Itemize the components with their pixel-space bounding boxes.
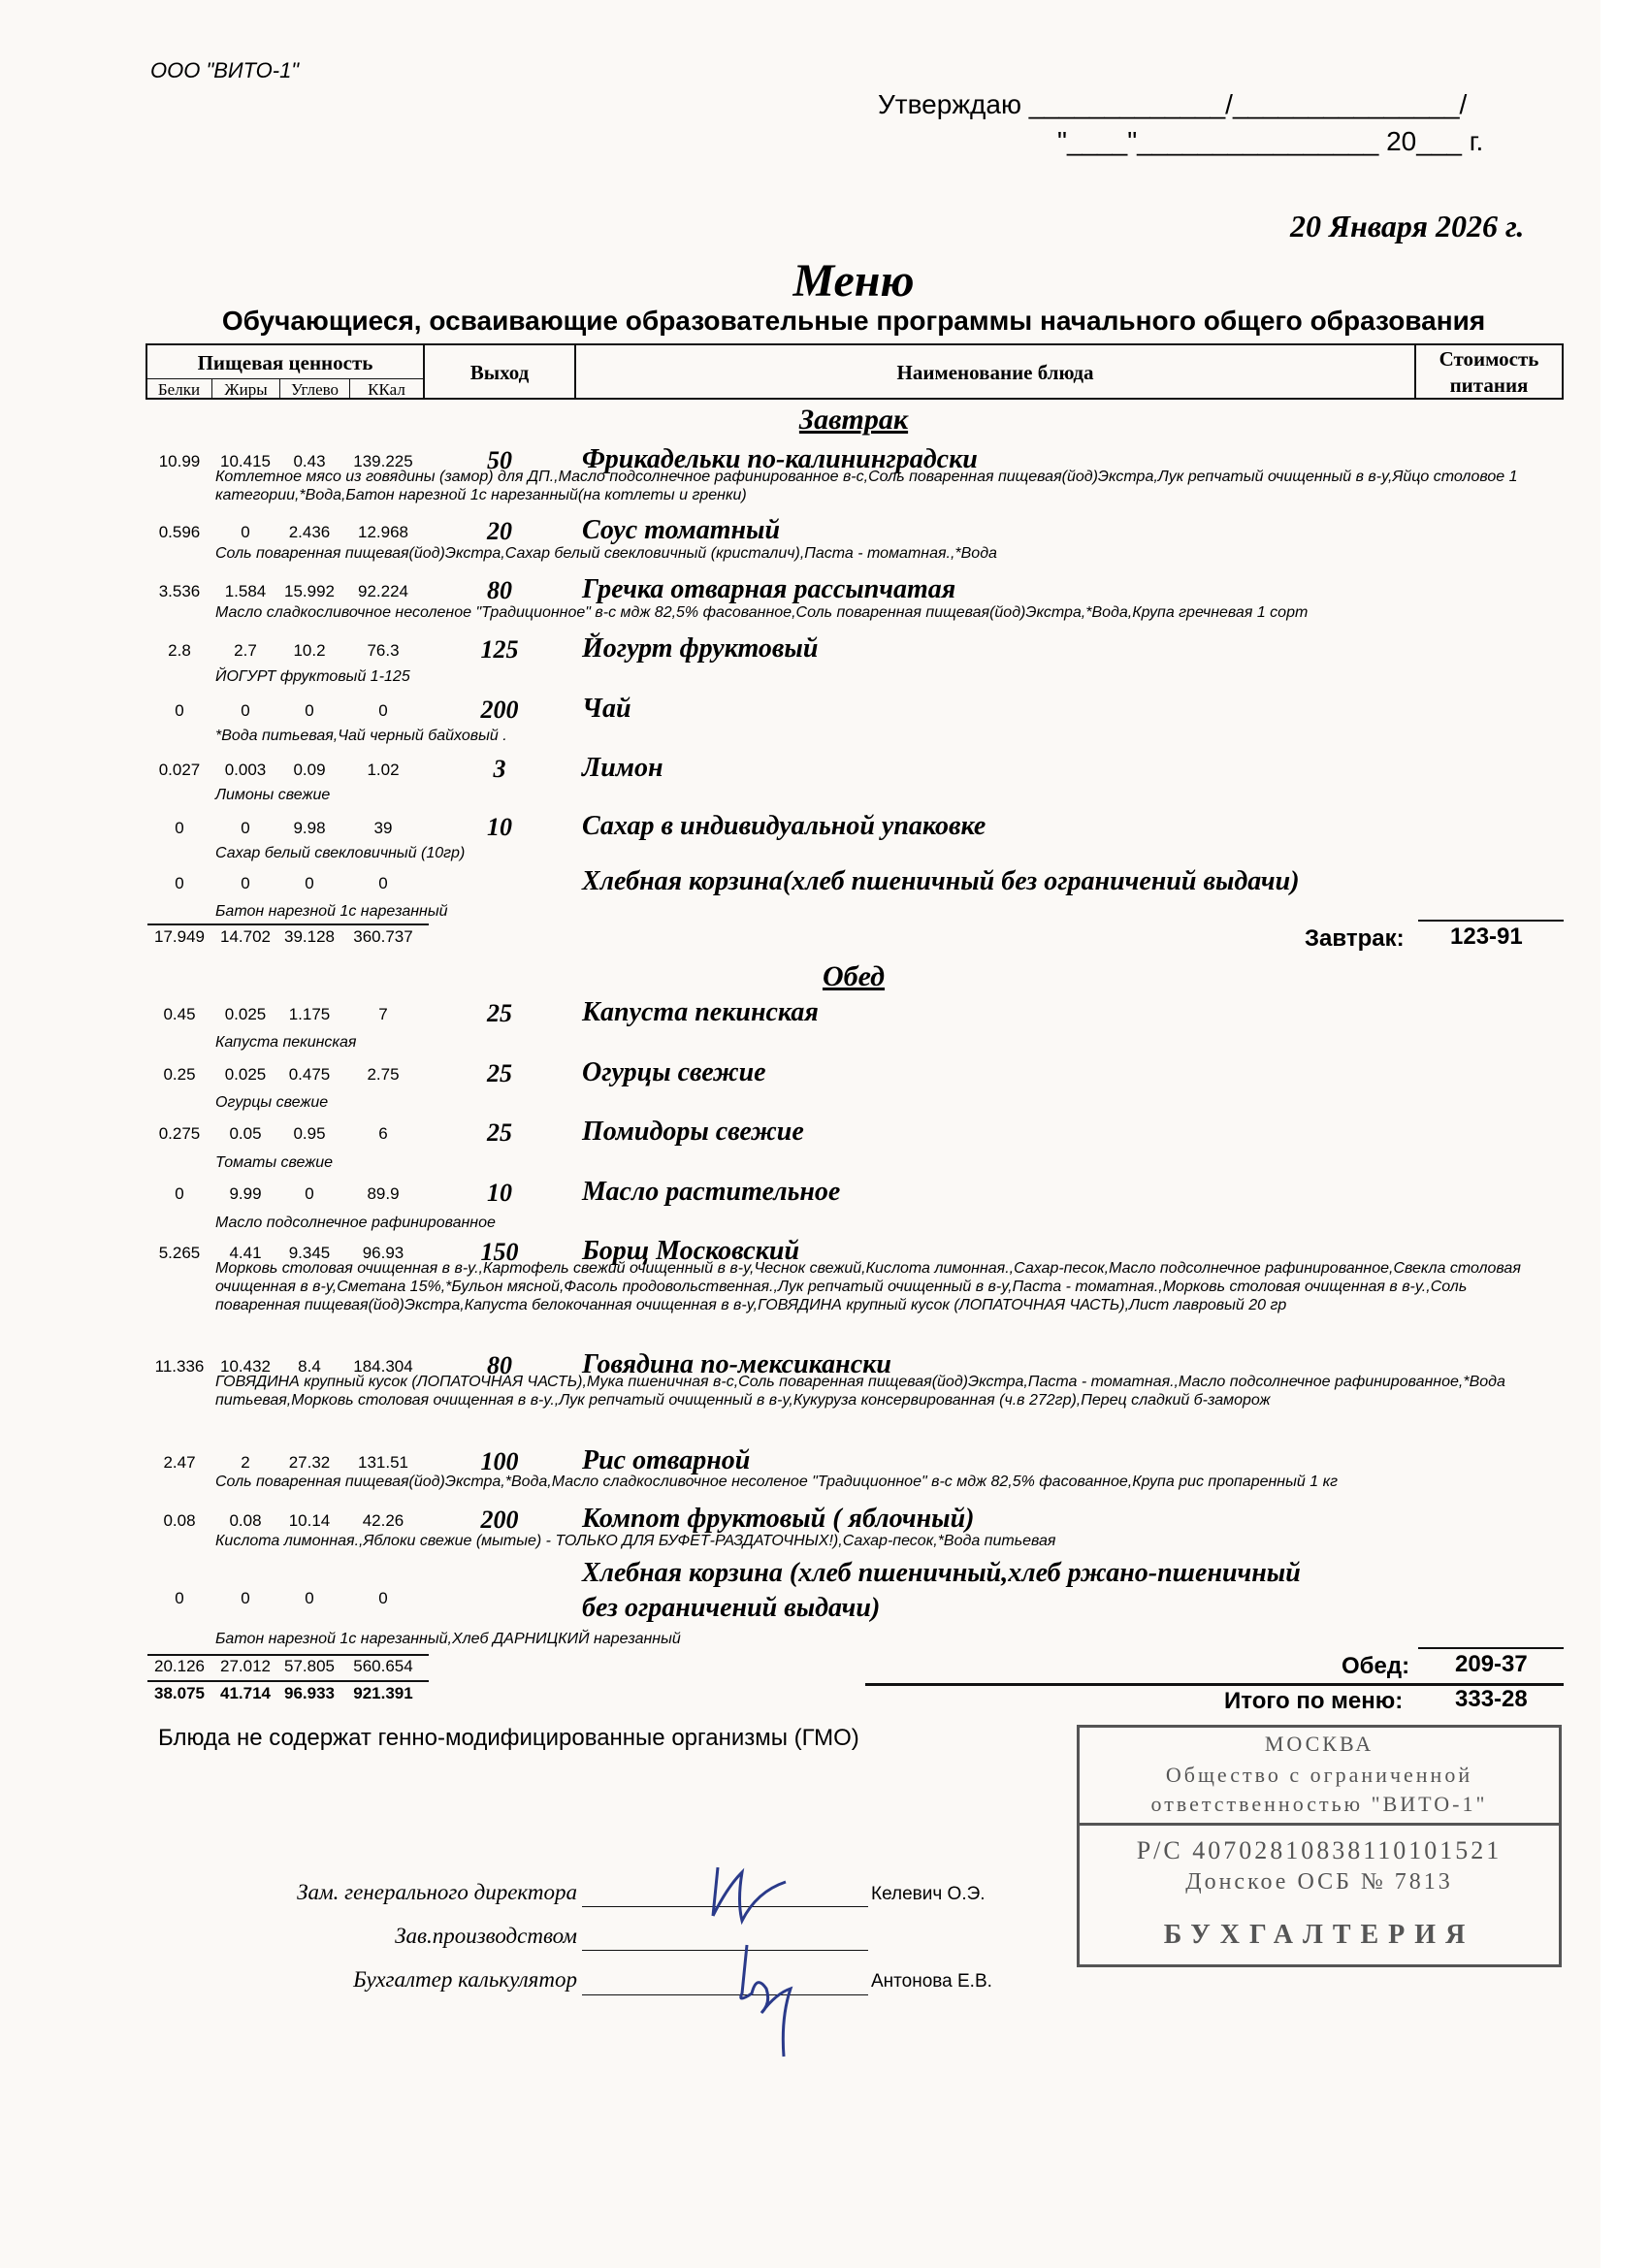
item-fat: 0 bbox=[241, 701, 250, 720]
item-ingredients: Морковь столовая очищенная в в-у.,Картофель свежий очищенный в в-у,Чеснок свежий,Кислота лимонная.,Сахар-песок,Масло подсолнечное рафинированное,Свекла столовая очищенная в в-у,Сметана 15%,*Бульон мясной,Фасоль продовольственная.,Лук репчатый очищенный в в-у,Паста - томатная.,Морковь столовая очищенная в в-у.,Соль поваренная пищевая(йод)Экстра,Капуста белокочанная очищенная в в-у,ГОВЯДИНА крупный кусок (ЛОПАТОЧНАЯ ЧАСТЬ),Лист лавровый 20 гр bbox=[215, 1260, 1521, 1313]
item-carbs: 0 bbox=[305, 874, 314, 892]
stamp-line2: ответственностью "ВИТО-1" bbox=[1150, 1792, 1488, 1816]
item-fat: 0 bbox=[241, 874, 250, 892]
item-yield: 80 bbox=[487, 1351, 512, 1379]
item-yield: 50 bbox=[487, 446, 512, 474]
signature-name-deputy: Келевич О.Э. bbox=[871, 1884, 986, 1904]
item-dish-name: Лимон bbox=[582, 753, 663, 783]
stamp-dept: БУХГАЛТЕРИЯ bbox=[1163, 1920, 1475, 1950]
item-kcal: 89.9 bbox=[367, 1184, 400, 1203]
breakfast-total-fat: 14.702 bbox=[220, 927, 271, 946]
item-kcal: 1.02 bbox=[367, 761, 400, 779]
header-dish-label: Наименование блюда bbox=[896, 361, 1094, 384]
lunch-totals-rule bbox=[147, 1654, 429, 1656]
item-kcal: 2.75 bbox=[367, 1065, 400, 1084]
item-ingredients: Огурцы свежие bbox=[215, 1094, 329, 1111]
item-kcal: 39 bbox=[373, 819, 393, 837]
item-carbs: 27.32 bbox=[288, 1453, 331, 1472]
item-ingredients: ГОВЯДИНА крупный кусок (ЛОПАТОЧНАЯ ЧАСТЬ),Мука пшеничная в-с,Соль поваренная пищевая(йод)Экстра,Паста - томатная.,Масло подсолнечное рафинированное,*Вода питьевая,Морковь столовая очищенная в в-у.,Лук репчатый очищенный в в-у,Кукуруза консервированная (ч.в 272гр),Перец сладкий б-заморож bbox=[215, 1374, 1505, 1409]
gmo-note: Блюда не содержат генно-модифицированные организмы (ГМО) bbox=[158, 1725, 859, 1751]
item-carbs: 0 bbox=[305, 701, 314, 720]
item-fat: 9.99 bbox=[229, 1184, 262, 1203]
item-fat: 1.584 bbox=[224, 582, 267, 600]
handwritten-signatures bbox=[698, 1848, 815, 2071]
breakfast-total-carbs: 39.128 bbox=[284, 927, 335, 946]
item-yield: 200 bbox=[480, 1506, 519, 1534]
item-yield: 80 bbox=[487, 576, 512, 604]
lunch-cost: 209-37 bbox=[1455, 1651, 1528, 1677]
item-protein: 11.336 bbox=[154, 1357, 205, 1376]
stamp-account: Р/С 40702810838110101521 bbox=[1136, 1836, 1503, 1864]
item-carbs: 8.4 bbox=[298, 1357, 321, 1376]
menu-date: 20 Января 2026 г. bbox=[1290, 209, 1525, 243]
item-dish-name: Чай bbox=[582, 694, 631, 724]
grand-cost-label: Итого по меню: bbox=[1224, 1688, 1404, 1714]
item-fat: 2 bbox=[241, 1453, 250, 1472]
lunch-cost-label: Обед: bbox=[1342, 1653, 1410, 1679]
item-dish-name-line2: без ограничений выдачи) bbox=[582, 1593, 881, 1623]
item-dish-name: Масло растительное bbox=[582, 1177, 841, 1207]
item-carbs: 1.175 bbox=[288, 1005, 331, 1023]
lunch-total-carbs: 57.805 bbox=[284, 1657, 335, 1675]
item-yield: 10 bbox=[487, 1179, 512, 1207]
item-protein: 0 bbox=[175, 701, 184, 720]
lunch-cost-rule bbox=[1418, 1647, 1564, 1649]
item-kcal: 6 bbox=[378, 1124, 388, 1143]
item-dish-name: Гречка отварная рассыпчатая bbox=[582, 574, 956, 604]
item-protein: 0 bbox=[175, 874, 184, 892]
item-carbs: 9.98 bbox=[293, 819, 326, 837]
item-dish-name: Борщ Московский bbox=[582, 1236, 800, 1266]
item-protein: 2.47 bbox=[163, 1453, 196, 1472]
item-kcal: 0 bbox=[378, 874, 388, 892]
item-yield: 3 bbox=[493, 755, 506, 783]
item-kcal: 139.225 bbox=[353, 452, 413, 470]
item-carbs: 0.95 bbox=[293, 1124, 326, 1143]
approval-date-line: "____"________________ 20___ г. bbox=[1057, 126, 1484, 156]
grand-totals-rule bbox=[147, 1680, 429, 1682]
item-ingredients: ЙОГУРТ фруктовый 1-125 bbox=[215, 668, 410, 685]
item-protein: 0.027 bbox=[158, 761, 201, 779]
item-fat: 0.025 bbox=[224, 1005, 267, 1023]
item-dish-name: Компот фруктовый ( яблочный) bbox=[582, 1504, 975, 1534]
item-ingredients: Котлетное мясо из говядины (замор) для ДП.,Масло подсолнечное рафинированное в-с,Соль поваренная пищевая(йод)Экстра,Лук репчатый очищенный в в-у,Яйцо столовое 1 категории,*Вода,Батон нарезной 1с нарезанный(на котлеты и гренки) bbox=[215, 469, 1518, 503]
item-yield: 200 bbox=[480, 696, 519, 724]
grand-total-carbs: 96.933 bbox=[284, 1684, 335, 1702]
item-dish-name: Говядина по-мексикански bbox=[582, 1349, 891, 1379]
company-stamp bbox=[1077, 1725, 1562, 1967]
stamp-divider bbox=[1080, 1823, 1559, 1826]
header-nutrition-label: Пищевая ценность bbox=[197, 351, 373, 374]
item-dish-name: Хлебная корзина(хлеб пшеничный без ограничений выдачи) bbox=[582, 866, 1300, 896]
item-fat: 0 bbox=[241, 819, 250, 837]
item-carbs: 0.475 bbox=[288, 1065, 331, 1084]
approval-line: Утверждаю _____________/_______________/ bbox=[878, 89, 1468, 119]
item-fat: 0 bbox=[241, 1589, 250, 1607]
signature-role-accountant: Бухгалтер калькулятор bbox=[353, 1967, 577, 1992]
item-protein: 0.596 bbox=[158, 523, 201, 541]
stamp-bank: Донское ОСБ № 7813 bbox=[1185, 1869, 1453, 1895]
item-ingredients: Батон нарезной 1с нарезанный,Хлеб ДАРНИЦКИЙ нарезанный bbox=[215, 1631, 681, 1647]
section-breakfast-title: Завтрак bbox=[798, 404, 909, 436]
item-dish-name: Сахар в индивидуальной упаковке bbox=[582, 811, 986, 841]
item-yield: 20 bbox=[487, 517, 512, 545]
item-yield: 10 bbox=[487, 813, 512, 841]
item-ingredients: Сахар белый свекловичный (10гр) bbox=[215, 845, 466, 861]
stamp-line1: Общество с ограниченной bbox=[1165, 1763, 1473, 1787]
header-yield-label: Выход bbox=[469, 361, 530, 384]
item-fat: 4.41 bbox=[229, 1244, 262, 1262]
header-yield bbox=[423, 343, 576, 400]
item-kcal: 42.26 bbox=[362, 1511, 404, 1530]
item-ingredients: Соль поваренная пищевая(йод)Экстра,Сахар белый свекловичный (кристалич),Паста - томатная.,*Вода bbox=[215, 545, 997, 562]
lunch-total-protein: 20.126 bbox=[154, 1657, 205, 1675]
item-carbs: 0.43 bbox=[293, 452, 326, 470]
item-yield: 150 bbox=[480, 1238, 519, 1266]
signature-accountant-stroke bbox=[741, 1945, 791, 2057]
item-carbs: 9.345 bbox=[288, 1244, 331, 1262]
section-lunch-title: Обед bbox=[822, 960, 886, 992]
grand-cost: 333-28 bbox=[1455, 1686, 1528, 1712]
grand-total-kcal: 921.391 bbox=[353, 1684, 413, 1702]
item-protein: 0 bbox=[175, 1589, 184, 1607]
header-dish bbox=[574, 343, 1416, 400]
grand-total-protein: 38.075 bbox=[154, 1684, 205, 1702]
item-dish-name: Йогурт фруктовый bbox=[582, 633, 819, 664]
item-carbs: 10.2 bbox=[293, 641, 326, 660]
item-fat: 0.025 bbox=[224, 1065, 267, 1084]
item-ingredients: Масло подсолнечное рафинированное bbox=[215, 1215, 496, 1231]
breakfast-cost: 123-91 bbox=[1450, 923, 1523, 950]
item-fat: 0.08 bbox=[229, 1511, 262, 1530]
item-kcal: 184.304 bbox=[353, 1357, 413, 1376]
item-kcal: 12.968 bbox=[358, 523, 408, 541]
breakfast-total-protein: 17.949 bbox=[154, 927, 205, 946]
item-kcal: 7 bbox=[378, 1005, 388, 1023]
item-carbs: 0 bbox=[305, 1184, 314, 1203]
item-fat: 0.05 bbox=[229, 1124, 262, 1143]
breakfast-cost-rule bbox=[1418, 920, 1564, 922]
item-carbs: 15.992 bbox=[284, 582, 335, 600]
organization-name: ООО "ВИТО-1" bbox=[150, 58, 300, 82]
item-yield: 25 bbox=[487, 1118, 512, 1147]
item-protein: 0 bbox=[175, 1184, 184, 1203]
item-dish-name: Фрикадельки по-калининградски bbox=[582, 444, 978, 474]
lunch-total-kcal: 560.654 bbox=[353, 1657, 413, 1675]
breakfast-totals-rule bbox=[147, 923, 429, 925]
item-dish-name: Хлебная корзина (хлеб пшеничный,хлеб ржано-пшеничный bbox=[582, 1558, 1301, 1588]
item-protein: 0.45 bbox=[163, 1005, 196, 1023]
item-yield: 100 bbox=[480, 1447, 519, 1475]
item-yield: 25 bbox=[487, 999, 512, 1027]
item-ingredients: Томаты свежие bbox=[215, 1154, 334, 1171]
header-cost bbox=[1414, 343, 1564, 400]
item-protein: 5.265 bbox=[158, 1244, 201, 1262]
item-ingredients: Капуста пекинская bbox=[215, 1034, 357, 1051]
item-protein: 0.08 bbox=[163, 1511, 196, 1530]
header-fat: Жиры bbox=[212, 378, 280, 400]
item-ingredients: *Вода питьевая,Чай черный байховый . bbox=[215, 728, 507, 744]
header-kcal: ККал bbox=[350, 378, 423, 400]
breakfast-total-kcal: 360.737 bbox=[353, 927, 413, 946]
grand-total-fat: 41.714 bbox=[220, 1684, 271, 1702]
signature-role-production: Зав.производством bbox=[395, 1924, 577, 1948]
header-carbs: Углево bbox=[280, 378, 350, 400]
item-fat: 0 bbox=[241, 523, 250, 541]
page-subtitle: Обучающиеся, осваивающие образовательные программы начального общего образования bbox=[221, 306, 1486, 336]
item-dish-name: Огурцы свежие bbox=[582, 1057, 766, 1087]
item-kcal: 131.51 bbox=[358, 1453, 408, 1472]
item-kcal: 0 bbox=[378, 1589, 388, 1607]
item-carbs: 2.436 bbox=[288, 523, 331, 541]
item-protein: 0.275 bbox=[158, 1124, 201, 1143]
item-carbs: 0 bbox=[305, 1589, 314, 1607]
item-ingredients: Кислота лимонная.,Яблоки свежие (мытые) - ТОЛЬКО ДЛЯ БУФЕТ-РАЗДАТОЧНЫХ!),Сахар-песок,*Вода питьевая bbox=[215, 1533, 1056, 1549]
item-protein: 10.99 bbox=[158, 452, 201, 470]
breakfast-cost-label: Завтрак: bbox=[1305, 925, 1405, 952]
signature-deputy-stroke bbox=[713, 1867, 786, 1921]
item-yield: 25 bbox=[487, 1059, 512, 1087]
item-ingredients: Масло сладкосливочное несоленое "Традиционное" в-с мдж 82,5% фасованное,Соль поваренная пищевая(йод)Экстра,*Вода,Крупа гречневая 1 сорт bbox=[215, 604, 1309, 621]
item-ingredients: Лимоны свежие bbox=[215, 787, 331, 803]
item-protein: 2.8 bbox=[168, 641, 191, 660]
stamp-city: МОСКВА bbox=[1264, 1732, 1374, 1756]
item-dish-name: Помидоры свежие bbox=[582, 1117, 804, 1147]
signature-role-deputy: Зам. генерального директора bbox=[297, 1880, 577, 1904]
lunch-total-fat: 27.012 bbox=[220, 1657, 271, 1675]
item-kcal: 92.224 bbox=[358, 582, 408, 600]
item-dish-name: Соус томатный bbox=[582, 515, 781, 545]
item-fat: 10.432 bbox=[220, 1357, 271, 1376]
item-ingredients: Батон нарезной 1с нарезанный bbox=[215, 903, 448, 920]
item-protein: 3.536 bbox=[158, 582, 201, 600]
item-ingredients: Соль поваренная пищевая(йод)Экстра,*Вода,Масло сладкосливочное несоленое "Традиционное" в-с мдж 82,5% фасованное,Крупа рис пропаренный 1 кг bbox=[215, 1474, 1339, 1490]
item-carbs: 10.14 bbox=[288, 1511, 331, 1530]
item-kcal: 76.3 bbox=[367, 641, 400, 660]
header-protein: Белки bbox=[146, 378, 212, 400]
item-fat: 2.7 bbox=[234, 641, 257, 660]
item-dish-name: Рис отварной bbox=[582, 1445, 751, 1475]
item-fat: 0.003 bbox=[224, 761, 267, 779]
item-protein: 0.25 bbox=[163, 1065, 196, 1084]
item-fat: 10.415 bbox=[220, 452, 271, 470]
item-dish-name: Капуста пекинская bbox=[582, 997, 819, 1027]
signature-name-accountant: Антонова Е.В. bbox=[871, 1971, 992, 1992]
page-title: Меню bbox=[792, 255, 915, 307]
item-carbs: 0.09 bbox=[293, 761, 326, 779]
item-protein: 0 bbox=[175, 819, 184, 837]
header-cost-line2: питания bbox=[1449, 373, 1529, 397]
item-kcal: 96.93 bbox=[362, 1244, 404, 1262]
item-kcal: 0 bbox=[378, 701, 388, 720]
item-yield: 125 bbox=[480, 635, 519, 664]
header-cost-line1: Стоимость bbox=[1439, 347, 1539, 371]
